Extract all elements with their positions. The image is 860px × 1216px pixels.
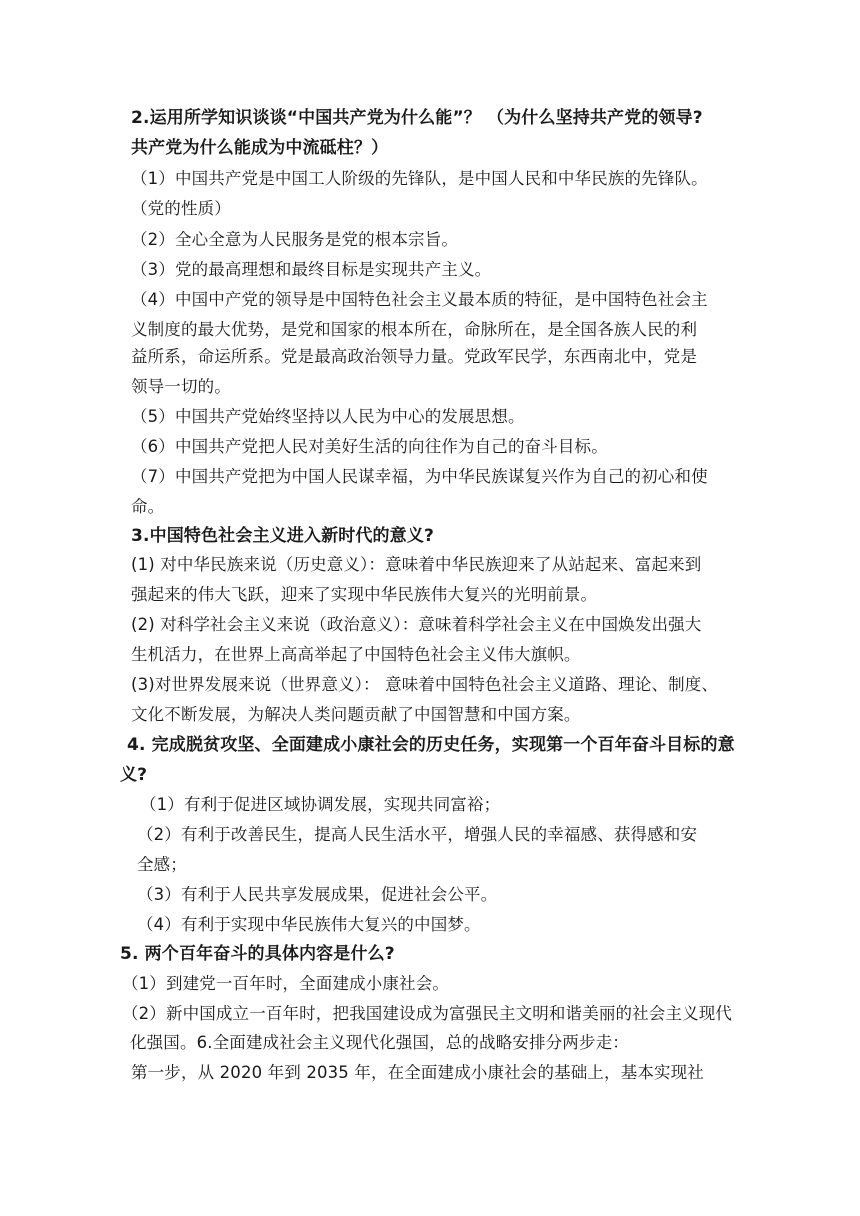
answer-line: （6）中国共产党把人民对美好生活的向往作为自己的奋斗目标。 [131,437,608,456]
answer-line: 领导一切的。 [131,377,231,396]
answer-line: (2) 对科学社会主义来说（政治意义）：意味着科学社会主义在中国焕发出强大 [131,615,702,634]
answer-line: （1）中国共产党是中国工人阶级的先锋队，是中国人民和中华民族的先锋队。 [131,169,708,188]
answer-line: 全感； [137,855,187,874]
answer-line: （4）中国中产党的领导是中国特色社会主义最本质的特征，是中国特色社会主 [131,290,708,309]
answer-line: （党的性质） [131,199,231,218]
answer-line: （3）有利于人民共享发展成果，促进社会公平。 [137,885,498,904]
answer-line: 生机活力，在世界上高高举起了中国特色社会主义伟大旗帜。 [131,645,581,664]
answer-line: （1）有利于促进区域协调发展，实现共同富裕； [140,795,501,814]
answer-line: （2）新中国成立一百年时，把我国建设成为富强民主文明和谐美丽的社会主义现代 [122,1004,733,1023]
answer-line: （3）党的最高理想和最终目标是实现共产主义。 [131,260,492,279]
answer-line: （2）有利于改善民生，提高人民生活水平，增强人民的幸福感、获得感和安 [137,825,698,844]
answer-line: 益所系，命运所系。党是最高政治领导力量。党政军民学，东西南北中，党是 [131,347,698,366]
question-2-heading-cont: 共产党为什么能成为中流砥柱？） [131,138,389,158]
answer-line: (1) 对中华民族来说（历史意义）：意味着中华民族迎来了从站起来、富起来到 [131,555,702,574]
answer-line: 第一步，从 2020 年到 2035 年，在全面建成小康社会的基础上，基本实现社 [131,1063,704,1082]
question-3-heading: 3.中国特色社会主义进入新时代的意义? [131,526,434,546]
question-5-heading: 5. 两个百年奋斗的具体内容是什么? [120,944,395,964]
question-4-heading-cont: 义? [120,765,148,785]
answer-line: （4）有利于实现中华民族伟大复兴的中国梦。 [137,915,481,934]
question-2-heading: 2.运用所学知识谈谈“中国共产党为什么能”？ （为什么坚持共产党的领导? [131,108,703,128]
answer-line: （7）中国共产党把为中国人民谋幸福，为中华民族谋复兴作为自己的初心和使 [131,467,708,486]
answer-line: 文化不断发展，为解决人类问题贡献了中国智慧和中国方案。 [131,705,581,724]
question-4-heading: 4. 完成脱贫攻坚、全面建成小康社会的历史任务，实现第一个百年奋斗目标的意 [127,735,735,755]
answer-line: 命。 [131,497,165,516]
answer-line: （1）到建党一百年时，全面建成小康社会。 [122,974,449,993]
answer-line: 义制度的最大优势，是党和国家的根本所在，命脉所在，是全国各族人民的利 [131,320,698,339]
answer-line: （2）全心全意为人民服务是党的根本宗旨。 [131,230,458,249]
answer-line: (3)对世界发展来说（世界意义）： 意味着中国特色社会主义道路、理论、制度、 [131,675,719,694]
answer-line: （5）中国共产党始终坚持以人民为中心的发展思想。 [131,407,525,426]
answer-line: 化强国。6.全面建成社会主义现代化强国，总的战略安排分两步走： [130,1033,629,1052]
answer-line: 强起来的伟大飞跃，迎来了实现中华民族伟大复兴的光明前景。 [131,585,598,604]
